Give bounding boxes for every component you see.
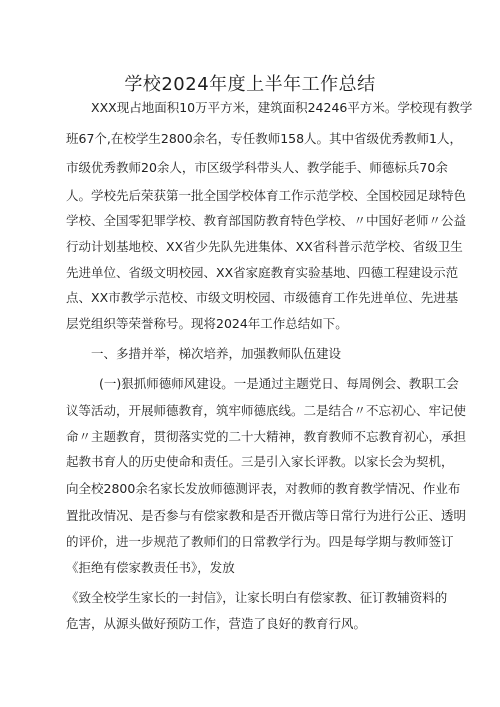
paragraph-line: 议等活动，开展师德教育，筑牢师德底线。二是结合〃不忘初心、牢记使 [66, 403, 467, 418]
paragraph-line: 《致全校学生家长的一封信》，让家长明白有偿家教、征订教辅资料的 [66, 590, 448, 605]
paragraph-line: 层党组织等荣誉称号。现将2024年工作总结如下。 [66, 316, 348, 331]
paragraph-line: 向全校2800余名家长发放师德测评表，对教师的教育教学情况、作业布 [66, 481, 461, 496]
paragraph-line: 点、XX市教学示范校、市级文明校园、市级德育工作先进单位、先进基 [66, 290, 459, 305]
paragraph-line: XXX现占地面积10万平方米，建筑面积24246平方米。学校现有教学 [91, 100, 473, 115]
paragraph-line: 的评价，进一步规范了教师们的日常教学行为。四是每学期与教师签订 [66, 534, 454, 549]
paragraph-line: 《拒绝有偿家教责任书》，发放 [66, 560, 235, 575]
paragraph-line: 先进单位、省级文明校园、XX省家庭教育实验基地、四德工程建设示范 [66, 265, 459, 280]
paragraph-line: 命〃主题教育，贯彻落实党的二十大精神，教育教师不忘教育初心，承担 [66, 429, 467, 444]
paragraph-line: 人。学校先后荣获第一批全国学校体育工作示范学校、全国校园足球特色 [66, 188, 467, 203]
paragraph-line: 置批改情况、是否参与有偿家教和是否开微店等日常行为进行公正、透明 [66, 508, 467, 523]
paragraph-line: 起教书育人的历史使命和责任。三是引入家长评教。以家长会为契机， [66, 454, 454, 469]
section-heading: 一、多措并举，梯次培养，加强教师队伍建设 [91, 346, 342, 361]
paragraph-line: 班67个,在校学生2800余名，专任教师158人。其中省级优秀教师1人， [66, 131, 463, 146]
paragraph-line: (一)狠抓师德师风建设。一是通过主题党日、每周例会、教职工会 [99, 376, 459, 391]
document-title: 学校2024年度上半年工作总结 [124, 74, 376, 95]
paragraph-line: 市级优秀教师20余人，市区级学科带头人、教学能手、师德标兵70余 [66, 160, 448, 175]
paragraph-line: 学校、全国零犯罪学校、教育部国防教育特色学校、〃中国好老师〃公益 [66, 213, 467, 228]
paragraph-line: 危害，从源头做好预防工作，营造了良好的教育行风。 [66, 616, 367, 631]
paragraph-line: 行动计划基地校、XX省少先队先进集体、XX省科普示范学校、省级卫生 [66, 239, 463, 254]
